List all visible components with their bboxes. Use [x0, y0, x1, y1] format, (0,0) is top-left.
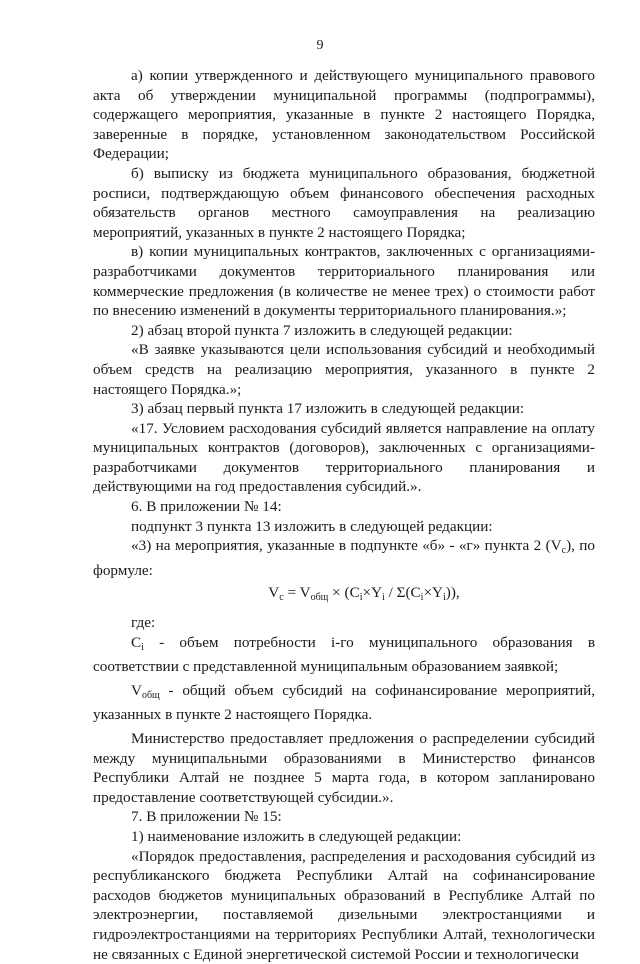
formula-intro-text: «3) на мероприятия, указанные в подпункте «б» - «г» пункта 2 (V	[131, 537, 562, 555]
paragraph-title-amend: 1) наименование изложить в следующей редакции:	[131, 827, 462, 845]
def-ci-subscript: i	[141, 641, 144, 653]
formula-part: ×Y	[362, 584, 383, 602]
formula-subscript: c	[279, 592, 284, 604]
paragraph-def-vobsh	[93, 681, 595, 725]
paragraph-amend-point-7: 2) абзац второй пункта 7 изложить в следующей редакции:	[131, 321, 513, 339]
formula-part: V	[268, 584, 280, 602]
paragraph-ministry: Министерство предоставляет предложения о распределении субсидий между муниципальными образованиями в Министерство финансов Республики Алтай не позднее 5 марта года, в котором запланировано предоставление соответствующей субсидии.».	[93, 730, 595, 806]
paragraph-item-c: в) копии муниципальных контрактов, заключенных с организациями-разработчиками документов территориального планирования или коммерческие предложения (в количестве не менее трех) о стоимости работ по внесению изменений в документы территориального планирования.»;	[93, 243, 595, 320]
def-vobsh-text: - общий объем субсидий на софинансирование мероприятий, указанных в пункте 2 настоящего Порядка.	[93, 681, 595, 724]
paragraph-point-17-text: «17. Условием расходования субсидий является направление на оплату муниципальных контрактов (договоров), заключенных с организациями-разработчиками документов территориального планирования и действующими на год предоставления субсидий.».	[93, 419, 595, 496]
paragraph-item-a: а) копии утвержденного и действующего муниципального правового акта об утверждении муниципальной программы (подпрограммы), содержащего мероприятия, указанные в пункте 2 настоящего Порядка, заверенные в порядке, установленном законодательством Российской Федерации;	[93, 67, 595, 163]
paragraph-item-b: б) выписку из бюджета муниципального образования, бюджетной росписи, подтверждающую объем финансового обеспечения расходных обязательств органов местного самоуправления на реализацию мероприятий, указанных в пункте 2 настоящего Порядка;	[93, 164, 595, 241]
formula-part: )),	[445, 584, 460, 602]
formula-part: × (C	[328, 584, 360, 602]
formula-subscript: i	[420, 592, 424, 604]
formula-part: / Σ(C	[384, 584, 421, 602]
formula	[93, 583, 595, 608]
paragraph-appendix-14: 6. В приложении № 14:	[131, 498, 282, 516]
paragraph-new-title: «Порядок предоставления, распределения и расходования субсидий из республиканского бюджета Республики Алтай на софинансирование расходов бюджетов муниципальных образований в Республике Алтай по электроэнергии, поставляемой дизельными электростанциями и гидроэлектростанциями на территориях Республики Алтай, технологически не связанных с Единой энергетической системой России и технологически	[93, 847, 595, 963]
formula-part: ×Y	[423, 584, 443, 602]
paragraph-application-content: «В заявке указываются цели использования субсидий и необходимый объем средств на реализацию мероприятия, указанного в пункте 2 настоящего Порядка.»;	[93, 341, 595, 398]
paragraph-subpoint-3: подпункт 3 пункта 13 изложить в следующей редакции:	[131, 517, 493, 535]
formula-intro-tail: ), по формуле:	[93, 537, 595, 579]
formula-subscript: i	[359, 592, 363, 604]
paragraph-formula-intro	[93, 536, 595, 580]
formula-part: = V	[283, 584, 311, 602]
document-body	[93, 66, 595, 964]
formula-subscript: i	[443, 592, 446, 604]
def-ci-symbol: C	[131, 633, 142, 651]
formula-subscript: i	[382, 592, 385, 604]
paragraph-where: где:	[131, 614, 156, 632]
def-vobsh-symbol: V	[131, 681, 142, 699]
paragraph-appendix-15: 7. В приложении № 15:	[131, 808, 282, 826]
page-number: 9	[316, 38, 324, 53]
paragraph-amend-point-17: 3) абзац первый пункта 17 изложить в следующей редакции:	[131, 400, 525, 418]
paragraph-def-ci	[93, 633, 595, 677]
formula-intro-subscript: c	[561, 545, 567, 557]
def-vobsh-subscript: общ	[141, 689, 160, 701]
formula-subscript: общ	[310, 592, 329, 604]
def-ci-text: - объем потребности i-го муниципального образования в соответствии с представленной муниципальным образованием заявкой;	[93, 633, 595, 676]
